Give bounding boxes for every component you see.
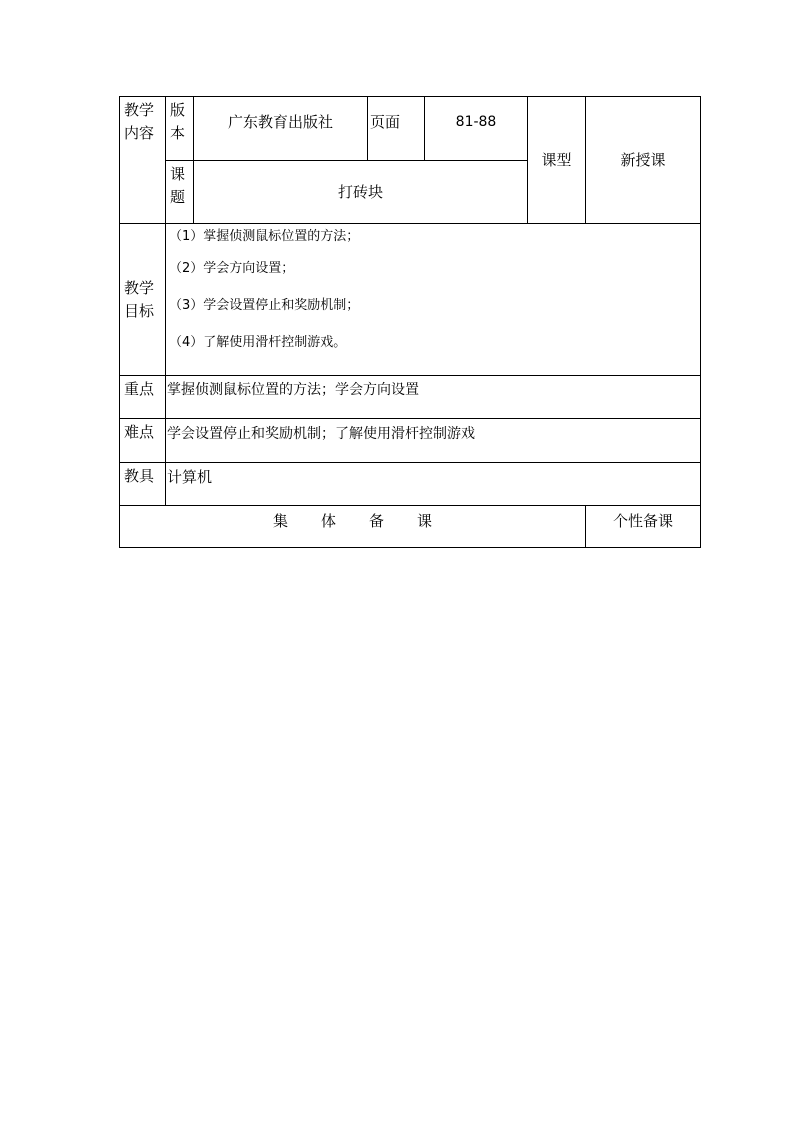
topic-value: 打砖块 (194, 161, 528, 224)
tools-text: 计算机 (166, 463, 701, 506)
goal-item: （4）了解使用滑杆控制游戏。 (169, 335, 347, 350)
collective-char: 备 (368, 512, 384, 530)
collective-char: 课 (416, 512, 432, 530)
goal-item: （1）掌握侦测鼠标位置的方法； (169, 229, 360, 244)
collective-prep-header (120, 506, 586, 548)
teaching-content-label: 教学内容 (120, 97, 166, 224)
difficulty-text: 学会设置停止和奖励机制；了解使用滑杆控制游戏 (166, 419, 701, 463)
collective-char: 体 (320, 512, 336, 530)
key-point-text: 掌握侦测鼠标位置的方法；学会方向设置 (166, 376, 701, 419)
goal-item: （3）学会设置停止和奖励机制； (169, 298, 360, 313)
page-label: 页面 (368, 97, 425, 161)
difficulty-label: 难点 (120, 419, 166, 463)
edition-label: 版本 (166, 97, 194, 161)
topic-label: 课题 (166, 161, 194, 224)
course-type-value: 新授课 (586, 97, 701, 224)
key-point-label: 重点 (120, 376, 166, 419)
page-range-value: 81-88 (425, 97, 528, 161)
course-type-label: 课型 (528, 97, 586, 224)
lesson-plan-table (119, 96, 701, 548)
goals-label: 教学目标 (120, 224, 166, 376)
goals-list (166, 224, 701, 376)
goal-item: （2）学会方向设置； (169, 261, 295, 276)
publisher-value: 广东教育出版社 (194, 97, 368, 161)
tools-label: 教具 (120, 463, 166, 506)
collective-char: 集 (272, 512, 288, 530)
personal-prep-header: 个性备课 (586, 506, 701, 548)
